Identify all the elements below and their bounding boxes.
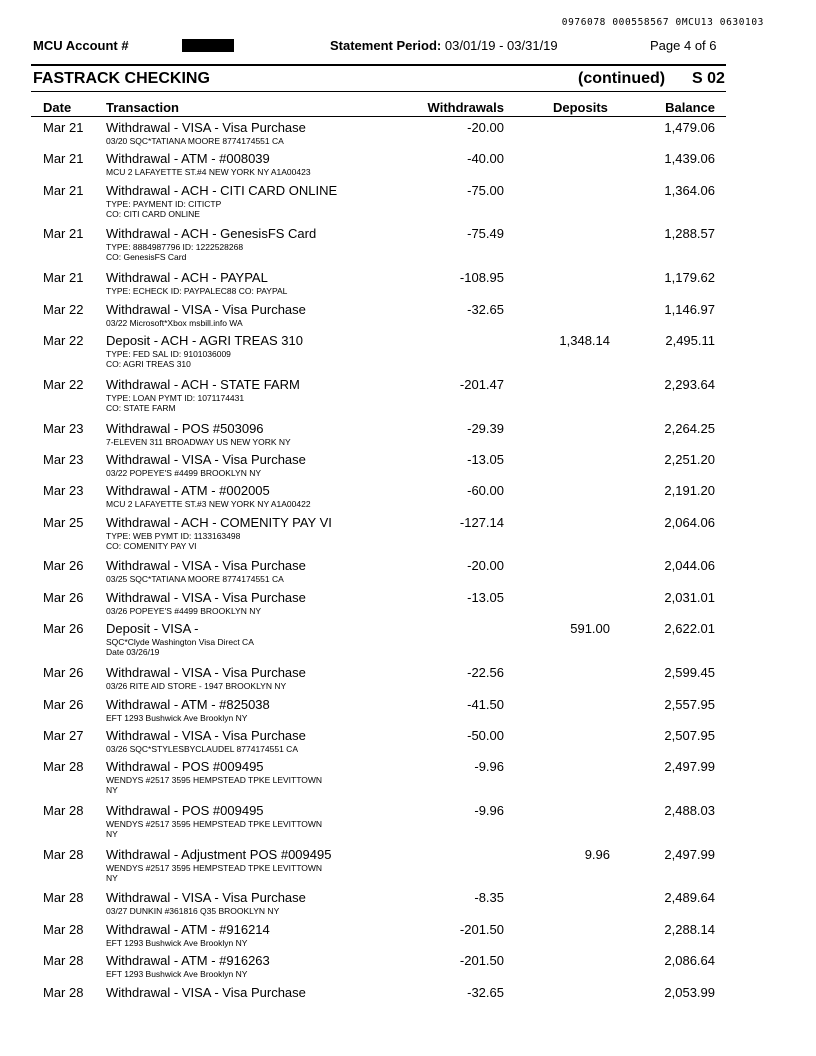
transaction-description: Withdrawal - ATM - #825038 (106, 697, 270, 712)
transaction-balance: 2,599.45 (664, 665, 715, 680)
transaction-detail-line: TYPE: FED SAL ID: 9101036009 (106, 349, 231, 359)
transaction-detail-line: 03/27 DUNKIN #361816 Q35 BROOKLYN NY (106, 906, 280, 916)
transaction-date: Mar 28 (43, 985, 84, 1000)
transaction-detail-line: SQC*Clyde Washington Visa Direct CA (106, 637, 254, 647)
transaction-date: Mar 21 (43, 151, 84, 166)
header-divider (31, 64, 726, 66)
transaction-date: Mar 22 (43, 377, 84, 392)
transaction-balance: 2,251.20 (664, 452, 715, 467)
transaction-detail-line: EFT 1293 Bushwick Ave Brooklyn NY (106, 969, 248, 979)
transaction-date: Mar 22 (43, 302, 84, 317)
transaction-withdrawal: -201.50 (459, 922, 504, 937)
transaction-detail-line: CO: GenesisFS Card (106, 252, 187, 262)
section-title: FASTRACK CHECKING (33, 70, 210, 87)
transaction-details (106, 713, 247, 723)
transaction-description: Withdrawal - VISA - Visa Purchase (106, 120, 306, 135)
transaction-details (106, 468, 261, 478)
transaction-date: Mar 21 (43, 270, 84, 285)
transaction-description: Withdrawal - ATM - #916263 (106, 953, 270, 968)
transaction-detail-line: NY (106, 829, 118, 839)
transaction-description: Deposit - ACH - AGRI TREAS 310 (106, 333, 303, 348)
transaction-balance: 2,191.20 (664, 483, 715, 498)
section-code: S 02 (692, 70, 725, 87)
transaction-date: Mar 28 (43, 847, 84, 862)
transaction-details (106, 199, 221, 219)
transaction-description: Withdrawal - VISA - Visa Purchase (106, 302, 306, 317)
transaction-date: Mar 26 (43, 697, 84, 712)
transaction-detail-line: CO: CITI CARD ONLINE (106, 209, 200, 219)
transaction-withdrawal: -108.95 (459, 270, 504, 285)
transaction-withdrawal: -201.50 (459, 953, 504, 968)
transaction-balance: 2,489.64 (664, 890, 715, 905)
transaction-details (106, 681, 286, 691)
transaction-date: Mar 23 (43, 483, 84, 498)
transaction-withdrawal: -13.05 (467, 452, 504, 467)
transaction-detail-line: 03/26 SQC*STYLESBYCLAUDEL 8774174551 CA (106, 744, 298, 754)
transaction-details (106, 242, 243, 262)
transaction-details (106, 318, 243, 328)
transaction-description: Withdrawal - ACH - CITI CARD ONLINE (106, 183, 338, 198)
transaction-description: Withdrawal - VISA - Visa Purchase (106, 890, 306, 905)
transaction-detail-line: CO: AGRI TREAS 310 (106, 359, 191, 369)
transaction-date: Mar 28 (43, 803, 84, 818)
transaction-withdrawal: -41.50 (467, 697, 504, 712)
statement-period-label: Statement Period: (330, 38, 442, 53)
transaction-withdrawal: -40.00 (467, 151, 504, 166)
column-header-deposits: Deposits (553, 100, 608, 115)
transaction-withdrawal: -75.49 (467, 226, 504, 241)
transaction-description: Withdrawal - Adjustment POS #009495 (106, 847, 332, 862)
transaction-balance: 2,064.06 (664, 515, 715, 530)
transaction-balance: 2,086.64 (664, 953, 715, 968)
transaction-details (106, 637, 254, 657)
transaction-details (106, 349, 231, 369)
column-header-withdrawals: Withdrawals (427, 100, 504, 115)
transaction-details (106, 393, 244, 413)
transaction-balance: 2,622.01 (664, 621, 715, 636)
transaction-date: Mar 23 (43, 421, 84, 436)
transaction-description: Withdrawal - ATM - #002005 (106, 483, 270, 498)
section-divider (31, 91, 726, 92)
transaction-balance: 1,364.06 (664, 183, 715, 198)
transaction-balance: 2,497.99 (664, 759, 715, 774)
transaction-date: Mar 28 (43, 953, 84, 968)
transaction-description: Withdrawal - ACH - PAYPAL (106, 270, 268, 285)
transaction-withdrawal: -201.47 (459, 377, 504, 392)
transaction-detail-line: CO: COMENITY PAY VI (106, 541, 197, 551)
transaction-date: Mar 22 (43, 333, 84, 348)
transaction-date: Mar 26 (43, 590, 84, 605)
transaction-deposit: 9.96 (584, 847, 610, 862)
column-header-date: Date (43, 100, 72, 115)
transaction-details (106, 863, 322, 883)
transaction-balance: 1,146.97 (664, 302, 715, 317)
transaction-deposit: 1,348.14 (559, 333, 610, 348)
transaction-date: Mar 26 (43, 558, 84, 573)
transaction-withdrawal: -20.00 (467, 120, 504, 135)
transaction-deposit: 591.00 (570, 621, 610, 636)
transaction-balance: 2,293.64 (664, 377, 715, 392)
scan-line: 0976078 000558567 0MCU13 0630103 (561, 17, 764, 28)
transaction-balance: 1,479.06 (664, 120, 715, 135)
transaction-detail-line: EFT 1293 Bushwick Ave Brooklyn NY (106, 938, 248, 948)
transaction-detail-line: 03/25 SQC*TATIANA MOORE 8774174551 CA (106, 574, 284, 584)
transaction-detail-line: 03/22 POPEYE'S #4499 BROOKLYN NY (106, 468, 262, 478)
transaction-date: Mar 26 (43, 621, 84, 636)
transaction-balance: 2,288.14 (664, 922, 715, 937)
column-header-transaction: Transaction (106, 100, 179, 115)
transaction-withdrawal: -20.00 (467, 558, 504, 573)
transaction-details (106, 167, 311, 177)
transaction-date: Mar 28 (43, 890, 84, 905)
transaction-description: Withdrawal - VISA - Visa Purchase (106, 452, 306, 467)
transaction-details (106, 136, 284, 146)
transaction-details (106, 819, 322, 839)
transaction-withdrawal: -22.56 (467, 665, 504, 680)
transaction-balance: 2,497.99 (664, 847, 715, 862)
transaction-detail-line: 03/20 SQC*TATIANA MOORE 8774174551 CA (106, 136, 284, 146)
transaction-description: Withdrawal - ATM - #008039 (106, 151, 270, 166)
transaction-balance: 2,507.95 (664, 728, 715, 743)
statement-period-value: 03/01/19 - 03/31/19 (444, 38, 558, 53)
transaction-detail-line: WENDYS #2517 3595 HEMPSTEAD TPKE LEVITTOWN (106, 863, 323, 873)
transaction-date: Mar 21 (43, 120, 84, 135)
transaction-balance: 1,439.06 (664, 151, 715, 166)
transaction-balance: 2,053.99 (664, 985, 715, 1000)
transaction-date: Mar 26 (43, 665, 84, 680)
transaction-description: Withdrawal - POS #009495 (106, 759, 264, 774)
transaction-withdrawal: -60.00 (467, 483, 504, 498)
transaction-details (106, 574, 284, 584)
transaction-detail-line: Date 03/26/19 (106, 647, 160, 657)
transaction-detail-line: WENDYS #2517 3595 HEMPSTEAD TPKE LEVITTOWN (106, 775, 323, 785)
transaction-description: Withdrawal - ACH - STATE FARM (106, 377, 300, 392)
transaction-details (106, 437, 291, 447)
transaction-withdrawal: -75.00 (467, 183, 504, 198)
transaction-description: Withdrawal - VISA - Visa Purchase (106, 558, 306, 573)
transaction-description: Withdrawal - VISA - Visa Purchase (106, 665, 306, 680)
transaction-date: Mar 23 (43, 452, 84, 467)
transaction-description: Withdrawal - ATM - #916214 (106, 922, 270, 937)
section-continued: (continued) (578, 70, 666, 87)
transaction-balance: 1,179.62 (664, 270, 715, 285)
transaction-detail-line: TYPE: LOAN PYMT ID: 1071174431 (106, 393, 245, 403)
transaction-description: Withdrawal - POS #009495 (106, 803, 264, 818)
page-number: Page 4 of 6 (650, 38, 717, 53)
transaction-detail-line: TYPE: 8884987796 ID: 1222528268 (106, 242, 244, 252)
transaction-withdrawal: -127.14 (459, 515, 504, 530)
column-header-balance: Balance (665, 100, 715, 115)
transaction-description: Deposit - VISA - (106, 621, 199, 636)
transaction-withdrawal: -50.00 (467, 728, 504, 743)
transaction-withdrawal: -9.96 (474, 759, 504, 774)
transaction-date: Mar 28 (43, 759, 84, 774)
transaction-description: Withdrawal - ACH - GenesisFS Card (106, 226, 317, 241)
account-label: MCU Account # (33, 38, 129, 53)
transaction-details (106, 906, 279, 916)
transaction-detail-line: TYPE: PAYMENT ID: CITICTP (106, 199, 222, 209)
transaction-detail-line: MCU 2 LAFAYETTE ST.#4 NEW YORK NY A1A00423 (106, 167, 311, 177)
transaction-date: Mar 27 (43, 728, 84, 743)
transaction-description: Withdrawal - POS #503096 (106, 421, 264, 436)
transaction-detail-line: 03/26 POPEYE'S #4499 BROOKLYN NY (106, 606, 262, 616)
transaction-withdrawal: -32.65 (467, 985, 504, 1000)
transaction-description: Withdrawal - VISA - Visa Purchase (106, 728, 306, 743)
transaction-balance: 2,264.25 (664, 421, 715, 436)
transaction-date: Mar 25 (43, 515, 84, 530)
transaction-balance: 1,288.57 (664, 226, 715, 241)
transaction-detail-line: 03/26 RITE AID STORE - 1947 BROOKLYN NY (106, 681, 287, 691)
transaction-balance: 2,488.03 (664, 803, 715, 818)
transaction-detail-line: TYPE: WEB PYMT ID: 1133163498 (106, 531, 241, 541)
transaction-balance: 2,031.01 (664, 590, 715, 605)
transaction-detail-line: CO: STATE FARM (106, 403, 176, 413)
transaction-withdrawal: -13.05 (467, 590, 504, 605)
transaction-details (106, 969, 247, 979)
transaction-date: Mar 28 (43, 922, 84, 937)
transaction-withdrawal: -32.65 (467, 302, 504, 317)
transaction-detail-line: 7-ELEVEN 311 BROADWAY US NEW YORK NY (106, 437, 291, 447)
transaction-date: Mar 21 (43, 226, 84, 241)
column-header-divider (31, 116, 726, 117)
statement-period (330, 38, 558, 53)
transaction-details (106, 286, 287, 296)
transaction-detail-line: TYPE: ECHECK ID: PAYPALEC88 CO: PAYPAL (106, 286, 288, 296)
transaction-withdrawal: -9.96 (474, 803, 504, 818)
transaction-description: Withdrawal - VISA - Visa Purchase (106, 985, 306, 1000)
transaction-details (106, 744, 298, 754)
transaction-detail-line: WENDYS #2517 3595 HEMPSTEAD TPKE LEVITTOWN (106, 819, 323, 829)
transaction-detail-line: 03/22 Microsoft*Xbox msbill.info WA (106, 318, 243, 328)
transaction-details (106, 938, 247, 948)
transaction-details (106, 775, 322, 795)
transaction-details (106, 531, 240, 551)
transaction-detail-line: NY (106, 785, 118, 795)
transaction-detail-line: NY (106, 873, 118, 883)
transaction-balance: 2,044.06 (664, 558, 715, 573)
transaction-withdrawal: -29.39 (467, 421, 504, 436)
transaction-detail-line: EFT 1293 Bushwick Ave Brooklyn NY (106, 713, 248, 723)
transaction-details (106, 606, 261, 616)
transaction-withdrawal: -8.35 (474, 890, 504, 905)
transaction-balance: 2,557.95 (664, 697, 715, 712)
transaction-description: Withdrawal - ACH - COMENITY PAY VI (106, 515, 332, 530)
redacted-account-number (182, 39, 234, 52)
transaction-description: Withdrawal - VISA - Visa Purchase (106, 590, 306, 605)
transaction-balance: 2,495.11 (665, 333, 715, 348)
transaction-detail-line: MCU 2 LAFAYETTE ST.#3 NEW YORK NY A1A00422 (106, 499, 311, 509)
transaction-date: Mar 21 (43, 183, 84, 198)
transaction-details (106, 499, 311, 509)
